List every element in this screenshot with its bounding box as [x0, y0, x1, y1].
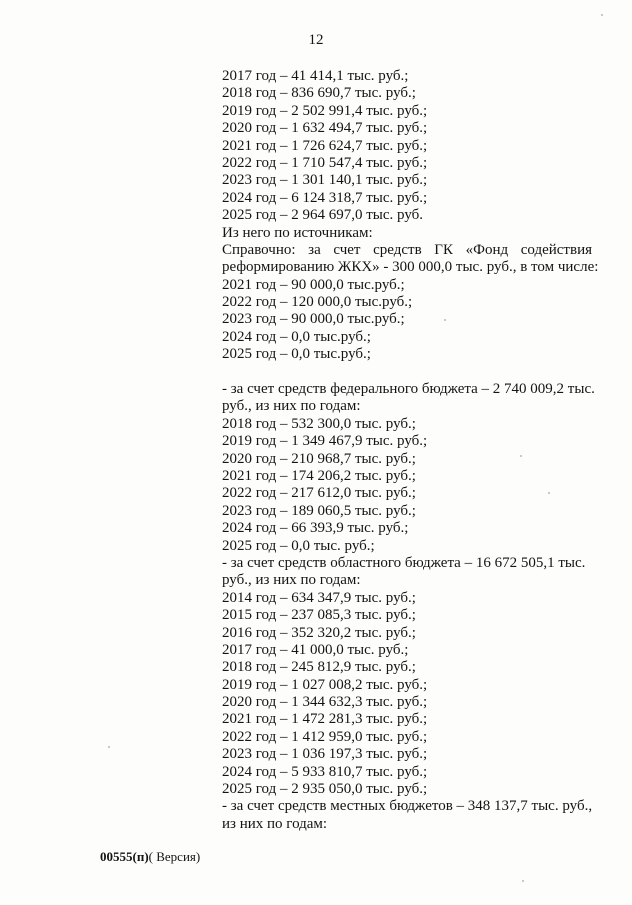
scan-speck: [548, 492, 550, 494]
text-line: 2017 год – 41 000,0 тыс. руб.;: [222, 641, 409, 658]
text-line: 2023 год – 1 036 197,3 тыс. руб.;: [222, 746, 428, 763]
scan-speck: [108, 746, 110, 748]
text-line: 2020 год – 1 344 632,3 тыс. руб.;: [222, 694, 428, 711]
text-line: 2021 год – 90 000,0 тыс.руб.;: [222, 276, 405, 293]
text-line: 2017 год – 41 414,1 тыс. руб.;: [222, 68, 409, 84]
document-code: 00555(п): [100, 849, 149, 864]
text-line: 2014 год – 634 347,9 тыс. руб.;: [222, 589, 416, 606]
text-line: руб., из них по годам:: [222, 398, 361, 415]
text-line: 2019 год – 1 349 467,9 тыс. руб.;: [222, 433, 428, 450]
text-line: - за счет средств местных бюджетов – 348 137,7 тыс. руб.,: [222, 798, 593, 815]
page-number: 12: [308, 32, 324, 48]
text-line: 2019 год – 1 027 008,2 тыс. руб.;: [222, 676, 428, 693]
text-line: 2025 год – 0,0 тыс.руб.;: [222, 346, 371, 363]
text-line: реформированию ЖКХ» - 300 000,0 тыс. руб., в том числе:: [222, 259, 599, 276]
text-line: 2018 год – 532 300,0 тыс. руб.;: [222, 415, 416, 432]
text-line: Справочно: за счет средств ГК «Фонд содействия: [222, 241, 592, 258]
text-line: - за счет средств областного бюджета – 16 672 505,1 тыс.: [222, 554, 586, 571]
text-line: 2016 год – 352 320,2 тыс. руб.;: [222, 624, 416, 641]
text-line: руб., из них по годам:: [222, 572, 361, 589]
text-line: 2024 год – 6 124 318,7 тыс. руб.;: [222, 189, 428, 206]
text-line: 2021 год – 1 472 281,3 тыс. руб.;: [222, 711, 428, 728]
text-line: 2025 год – 0,0 тыс. руб.;: [222, 537, 375, 554]
section-heading: Из него по источникам:: [222, 224, 373, 241]
text-line: 2021 год – 174 206,2 тыс. руб.;: [222, 467, 416, 484]
text-line: 2022 год – 217 612,0 тыс. руб.;: [222, 485, 416, 502]
text-line: 2020 год – 210 968,7 тыс. руб.;: [222, 450, 416, 467]
text-line: 2023 год – 189 060,5 тыс. руб.;: [222, 502, 416, 519]
text-line: 2015 год – 237 085,3 тыс. руб.;: [222, 607, 416, 624]
scan-speck: [522, 880, 524, 882]
text-line: 2019 год – 2 502 991,4 тыс. руб.;: [222, 102, 428, 119]
scan-speck: [601, 14, 603, 16]
text-line: 2022 год – 1 710 547,4 тыс. руб.;: [222, 154, 428, 171]
text-line: 2022 год – 1 412 959,0 тыс. руб.;: [222, 728, 428, 745]
text-line: 2025 год – 2 964 697,0 тыс. руб.: [222, 207, 424, 224]
text-line: 2024 год – 0,0 тыс.руб.;: [222, 328, 371, 345]
text-line: 2025 год – 2 935 050,0 тыс. руб.;: [222, 781, 428, 798]
text-line: - за счет средств федерального бюджета – 2 740 009,2 тыс.: [222, 381, 595, 398]
text-line: 2024 год – 66 393,9 тыс. руб.;: [222, 520, 409, 537]
version-label: ( Версия): [148, 849, 201, 864]
blank-line: [222, 364, 592, 381]
text-line: 2018 год – 245 812,9 тыс. руб.;: [222, 659, 416, 676]
text-line: 2018 год – 836 690,7 тыс. руб.;: [222, 85, 416, 102]
scan-speck: [444, 319, 446, 321]
text-line: 2020 год – 1 632 494,7 тыс. руб.;: [222, 120, 428, 137]
scan-speck: [520, 455, 522, 457]
document-footer: [100, 849, 200, 865]
text-line: 2023 год – 1 301 140,1 тыс. руб.;: [222, 172, 428, 189]
text-line: 2023 год – 90 000,0 тыс.руб.;: [222, 311, 405, 328]
text-line: 2024 год – 5 933 810,7 тыс. руб.;: [222, 763, 428, 780]
text-line: 2021 год – 1 726 624,7 тыс. руб.;: [222, 137, 428, 154]
document-body: [222, 68, 599, 833]
text-line: 2022 год – 120 000,0 тыс.руб.;: [222, 294, 413, 311]
text-line: из них по годам:: [222, 815, 328, 832]
